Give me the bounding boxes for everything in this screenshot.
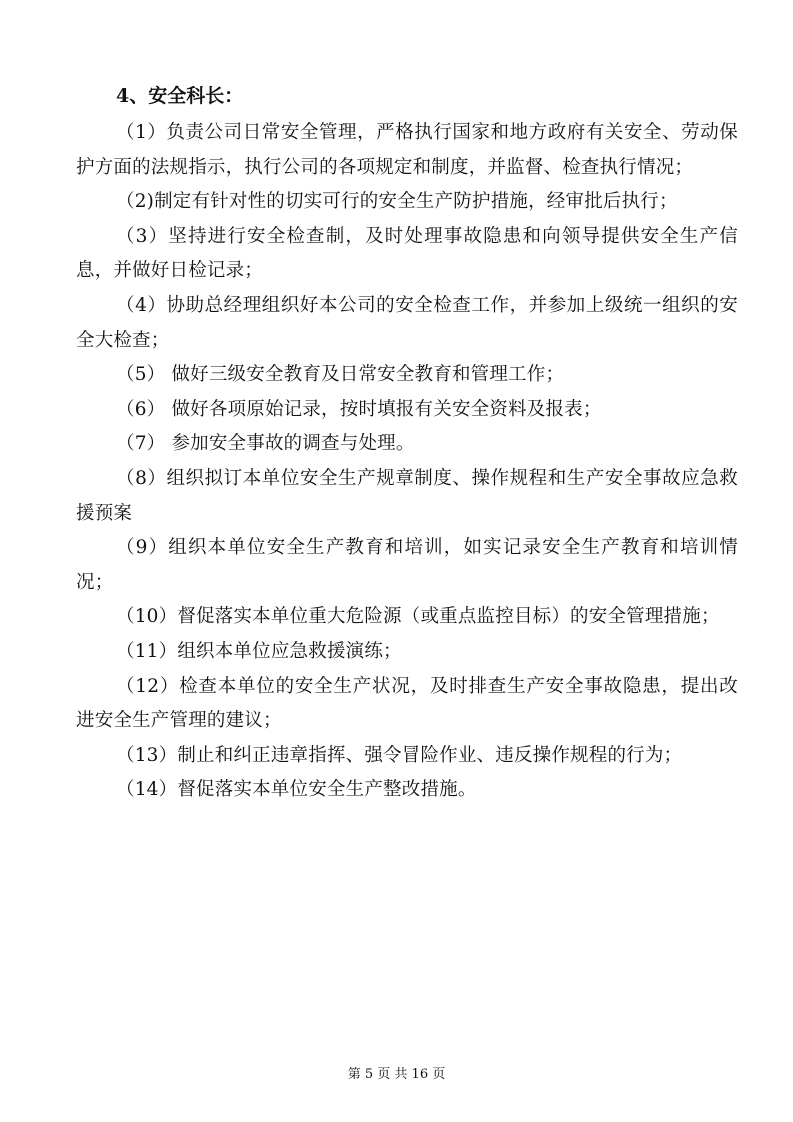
section-heading: 4、安全科长： — [116, 85, 244, 107]
paragraph-12: （12）检查本单位的安全生产状况，及时排查生产安全事故隐患，提出改进安全生产管理的建议； — [76, 675, 738, 732]
document-body — [76, 76, 738, 808]
paragraph-8: （8）组织拟订本单位安全生产规章制度、操作规程和生产安全事故应急救援预案 — [76, 467, 738, 524]
paragraph-2: （2)制定有针对性的切实可行的安全生产防护措施，经审批后执行； — [116, 191, 678, 213]
paragraph-14: （14）督促落实本单位安全生产整改措施。 — [116, 779, 477, 801]
paragraph-3: （3）坚持进行安全检查制，及时处理事故隐患和向领导提供安全生产信息，并做好日检记录； — [76, 225, 738, 282]
paragraph-13: （13）制止和纠正违章指挥、强令冒险作业、违反操作规程的行为； — [116, 744, 683, 766]
paragraph-1: （1）负责公司日常安全管理，严格执行国家和地方政府有关安全、劳动保护方面的法规指示，执行公司的各项规定和制度，并监督、检查执行情况； — [76, 122, 738, 178]
paragraph-10: （10）督促落实本单位重大危险源（或重点监控目标）的安全管理措施； — [116, 606, 720, 628]
paragraph-9: （9）组织本单位安全生产教育和培训，如实记录安全生产教育和培训情况； — [76, 537, 738, 593]
page-number-footer: 第 5 页 共 16 页 — [347, 1067, 446, 1082]
paragraph-4: （4）协助总经理组织好本公司的安全检查工作，并参加上级统一组织的安全大检查； — [76, 294, 738, 351]
paragraph-7: （7） 参加安全事故的调查与处理。 — [116, 433, 415, 455]
paragraph-11: （11）组织本单位应急救援演练； — [116, 640, 402, 662]
paragraph-6: （6） 做好各项原始记录，按时填报有关安全资料及报表； — [116, 398, 602, 420]
paragraph-5: （5） 做好三级安全教育及日常安全教育和管理工作； — [116, 364, 565, 386]
